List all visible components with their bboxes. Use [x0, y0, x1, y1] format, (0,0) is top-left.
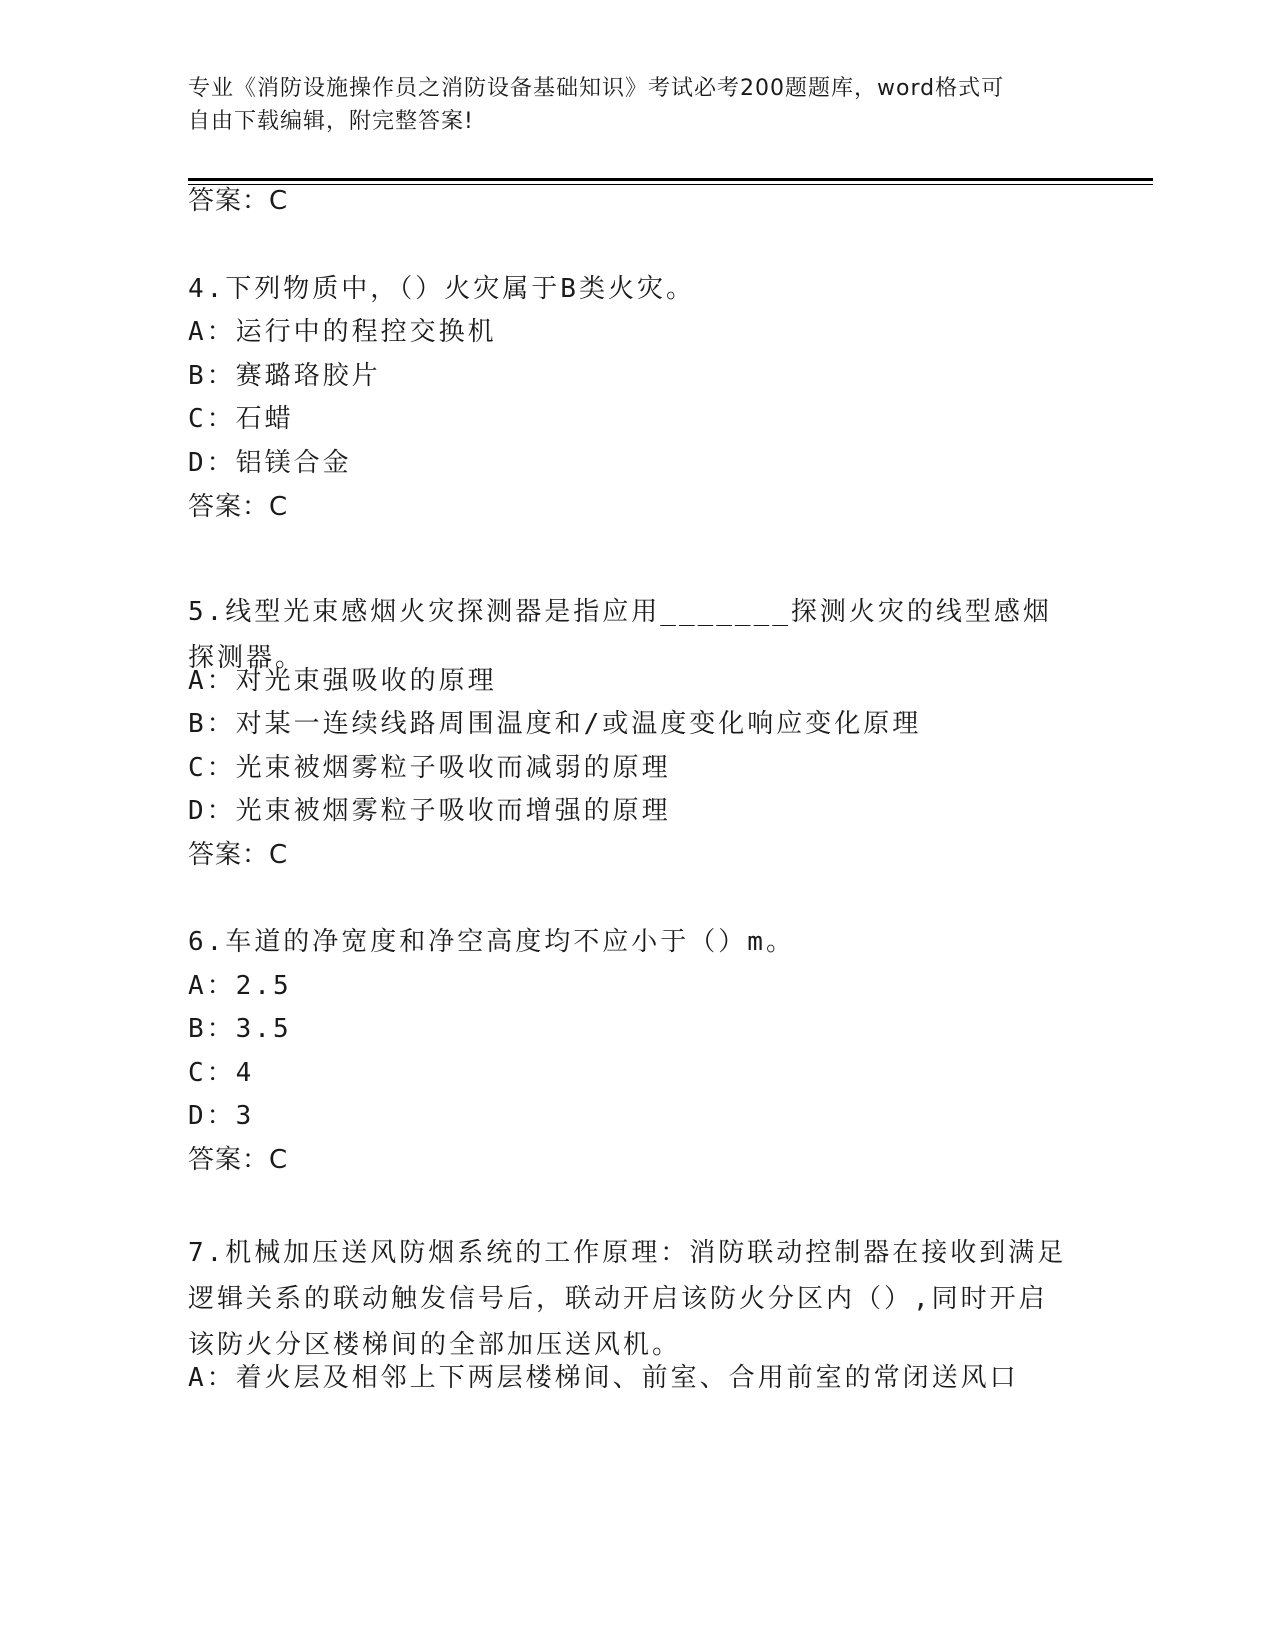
q4-option-d: D：铝镁合金 — [188, 448, 352, 478]
q5-option-c: C：光束被烟雾粒子吸收而减弱的原理 — [188, 753, 671, 783]
q5-option-d: D：光束被烟雾粒子吸收而增强的原理 — [188, 796, 671, 826]
q6-option-c: C：4 — [188, 1058, 255, 1088]
header-line-1: 专业《消防设施操作员之消防设备基础知识》考试必考200题题库，word格式可 — [188, 76, 1005, 101]
q4-stem: 4.下列物质中，（）火灾属于B类火灾。 — [188, 274, 695, 304]
header-divider-thin — [188, 184, 1153, 185]
q4-answer: 答案：C — [188, 492, 289, 522]
document-header — [188, 72, 1088, 138]
q4-option-c: C：石蜡 — [188, 404, 294, 434]
prev-answer: 答案：C — [188, 186, 289, 216]
header-line-2: 自由下载编辑，附完整答案! — [188, 109, 474, 134]
q6-option-d: D：3 — [188, 1101, 255, 1131]
q6-option-b: B：3.5 — [188, 1014, 292, 1044]
q4-option-b: B：赛璐珞胶片 — [188, 361, 381, 391]
q7-stem: 7.机械加压送风防烟系统的工作原理：消防联动控制器在接收到满足逻辑关系的联动触发信号后，联动开启该防火分区内（）,同时开启该防火分区楼梯间的全部加压送风机。 — [188, 1238, 1067, 1360]
q5-stem: 5.线型光束感烟火灾探测器是指应用_______探测火灾的线型感烟探测器。 — [188, 597, 1052, 673]
q5-option-a: A：对光束强吸收的原理 — [188, 666, 497, 696]
q6-option-a: A：2.5 — [188, 971, 292, 1001]
header-divider-thick — [188, 178, 1153, 181]
q7-option-a: A：着火层及相邻上下两层楼梯间、前室、合用前室的常闭送风口 — [188, 1363, 1019, 1393]
q4-option-a: A：运行中的程控交换机 — [188, 317, 497, 347]
q5-option-b: B：对某一连续线路周围温度和/或温度变化响应变化原理 — [188, 709, 922, 739]
q6-stem: 6.车道的净宽度和净空高度均不应小于（）m。 — [188, 927, 795, 957]
q5-answer: 答案：C — [188, 840, 289, 870]
q6-answer: 答案：C — [188, 1145, 289, 1175]
